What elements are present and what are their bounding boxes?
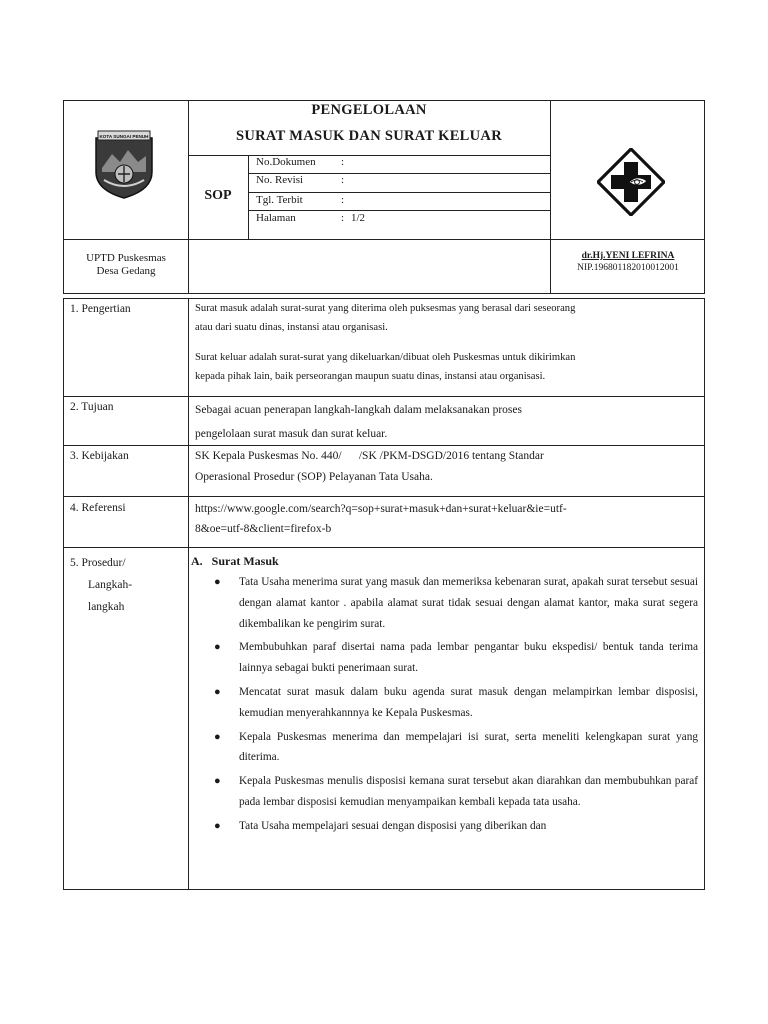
prosedur-label-line1: 5. Prosedur/ xyxy=(70,557,126,569)
meta-value-halaman: 1/2 xyxy=(351,212,366,224)
list-item xyxy=(208,816,698,837)
health-ministry-logo-icon xyxy=(597,148,665,216)
header-divider xyxy=(248,192,550,193)
header-divider xyxy=(63,239,705,240)
pengertian-p2-line2: kepada pihak lain, baik perseorangan maupun suatu dinas, instansi atau organisasi. xyxy=(195,371,546,382)
uptd-line1: UPTD Puskesmas xyxy=(86,252,166,264)
referensi-line1: https://www.google.com/search?q=sop+surat+masuk+dan+surat+keluar&ie=utf- xyxy=(195,503,567,515)
list-item xyxy=(208,637,698,679)
section-label-kebijakan: 3. Kebijakan xyxy=(70,450,129,462)
uptd-name xyxy=(64,252,188,278)
list-item xyxy=(208,572,698,634)
section-label-referensi: 4. Referensi xyxy=(70,502,126,514)
bullet-icon: ● xyxy=(214,819,221,832)
signer-nip: NIP.196801182010012001 xyxy=(577,263,679,273)
bullet-icon: ● xyxy=(214,576,221,588)
header-divider xyxy=(188,155,550,156)
sop-label: SOP xyxy=(204,188,232,203)
kebijakan-line2: Operasional Prosedur (SOP) Pelayanan Tata Usaha. xyxy=(195,471,433,483)
meta-colon: : xyxy=(341,174,345,186)
list-item xyxy=(208,727,698,769)
referensi-line2: 8&oe=utf-8&client=firefox-b xyxy=(195,523,332,535)
header-divider xyxy=(248,155,249,239)
tujuan-line1: Sebagai acuan penerapan langkah-langkah dalam melaksanakan proses xyxy=(195,404,522,416)
bullet-icon: ● xyxy=(214,685,221,698)
bullet-text: Mencatat surat masuk dalam buku agenda surat masuk dengan melampirkan lembar disposisi, kemudian menyerahkannnya ke Kepala Puskesmas. xyxy=(239,685,698,719)
prosedur-label-line2: Langkah- xyxy=(88,579,133,591)
meta-label-no-revisi: No. Revisi xyxy=(256,174,304,186)
document-title-line1: PENGELOLAAN xyxy=(311,102,427,118)
header-divider xyxy=(550,100,551,294)
pengertian-p1-line2: atau dari suatu dinas, instansi atau organisasi. xyxy=(195,322,388,333)
bullet-text: Tata Usaha mempelajari sesuai dengan disposisi yang diberikan dan xyxy=(239,819,547,832)
tujuan-line2: pengelolaan surat masuk dan surat keluar. xyxy=(195,428,388,440)
bullet-text: Kepala Puskesmas menulis disposisi kemana surat tersebut akan diarahkan dan membubuhkan paraf pada lembar disposisi kemudian menyampaikan kembali kepada tata usaha. xyxy=(239,775,698,808)
meta-label-tgl-terbit: Tgl. Terbit xyxy=(256,194,303,206)
pengertian-p1-line1: Surat masuk adalah surat-surat yang diterima oleh puksesmas yang berasal dari seseorang xyxy=(195,303,576,314)
meta-colon: : xyxy=(341,212,345,224)
bullet-icon: ● xyxy=(214,641,221,654)
svg-text:KOTA SUNGAI PENUH: KOTA SUNGAI PENUH xyxy=(99,134,149,139)
signer-name: dr.Hj.YENI LEFRINA xyxy=(581,251,675,261)
bullet-text: Kepala Puskesmas menerima dan mempelajari isi surat, serta meneliti kelengkapan surat yang diterima. xyxy=(239,730,698,764)
meta-colon: : xyxy=(341,194,345,206)
pengertian-p2-line1: Surat keluar adalah surat-surat yang dikeluarkan/dibuat oleh Puskesmas untuk dikirimkan xyxy=(195,352,576,363)
prosedur-clip xyxy=(63,298,705,890)
header-divider xyxy=(248,210,550,211)
prosedur-label-line3: langkah xyxy=(88,601,125,613)
bullet-text: Tata Usaha menerima surat yang masuk dan memeriksa kebenaran surat, apakah surat tersebut sesuai dengan alamat kantor . apabila alamat surat tidak sesuai dengan alamat kantor, maka surat segera dikembalikan ke pengirim surat. xyxy=(239,576,698,630)
list-item xyxy=(208,771,698,813)
kebijakan-line1: SK Kepala Puskesmas No. 440/ /SK /PKM-DSGD/2016 tentang Standar xyxy=(195,450,544,462)
meta-label-no-dokumen: No.Dokumen xyxy=(256,156,316,168)
prosedur-bullet-list xyxy=(208,572,698,840)
document-title-line2: SURAT MASUK DAN SURAT KELUAR xyxy=(236,128,502,144)
prosedur-heading-surat-masuk: A. Surat Masuk xyxy=(191,554,279,568)
city-emblem-icon xyxy=(92,128,156,200)
section-label-tujuan: 2. Tujuan xyxy=(70,401,114,413)
meta-colon: : xyxy=(341,156,345,168)
bullet-icon: ● xyxy=(214,775,221,788)
meta-label-halaman: Halaman xyxy=(256,212,296,224)
bullet-icon: ● xyxy=(214,730,221,743)
uptd-line2: Desa Gedang xyxy=(96,265,156,277)
list-item xyxy=(208,682,698,724)
bullet-text: Membubuhkan paraf disertai nama pada lembar pengantar buku ekspedisi/ bentuk tanda terima lainnya sebagai bukti penerimaan surat. xyxy=(239,641,698,675)
section-label-pengertian: 1. Pengertian xyxy=(70,303,131,315)
